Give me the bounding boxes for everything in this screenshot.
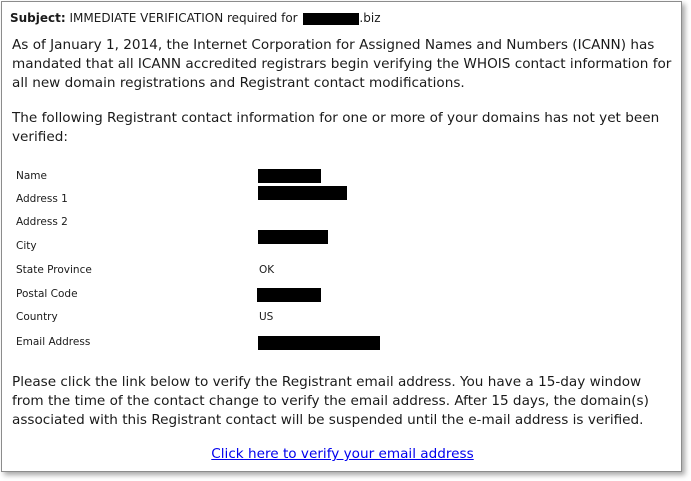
redacted-domain bbox=[303, 13, 359, 25]
redacted-city bbox=[258, 230, 328, 244]
subject-domain-suffix: .biz bbox=[359, 11, 381, 25]
intro-paragraph: As of January 1, 2014, the Internet Corporation for Assigned Names and Numbers (ICANN) has mandated that all ICANN accredited registrars begin verifying the WHOIS contact information for all new domain registrations and Registrant contact modifications. bbox=[12, 37, 672, 91]
verify-email-link[interactable]: Click here to verify your email address bbox=[211, 446, 474, 462]
field-label-address1: Address 1 bbox=[16, 193, 68, 205]
field-label-address2: Address 2 bbox=[16, 216, 68, 228]
field-label-state: State Province bbox=[16, 264, 92, 276]
email-frame bbox=[1, 1, 682, 472]
field-label-postal: Postal Code bbox=[16, 288, 78, 300]
field-value-state: OK bbox=[259, 264, 275, 276]
unverified-paragraph: The following Registrant contact information for one or more of your domains has not yet been verified: bbox=[12, 110, 660, 145]
redacted-address1 bbox=[258, 186, 347, 200]
redacted-postal bbox=[257, 288, 321, 302]
field-label-name: Name bbox=[16, 170, 47, 182]
email-subject bbox=[10, 10, 381, 26]
redacted-email bbox=[258, 336, 380, 350]
subject-text: IMMEDIATE VERIFICATION required for bbox=[69, 11, 298, 25]
field-value-country: US bbox=[259, 311, 274, 323]
field-label-country: Country bbox=[16, 311, 58, 323]
instructions-paragraph: Please click the link below to verify the Registrant email address. You have a 15-day window from the time of the contact change to verify the email address. After 15 days, the domain(s) associated with this Registrant contact will be suspended until the e-mail address is verified. bbox=[12, 374, 649, 428]
field-label-email: Email Address bbox=[16, 336, 91, 348]
redacted-name bbox=[258, 169, 321, 183]
subject-label: Subject: bbox=[10, 11, 66, 25]
field-label-city: City bbox=[16, 240, 37, 252]
